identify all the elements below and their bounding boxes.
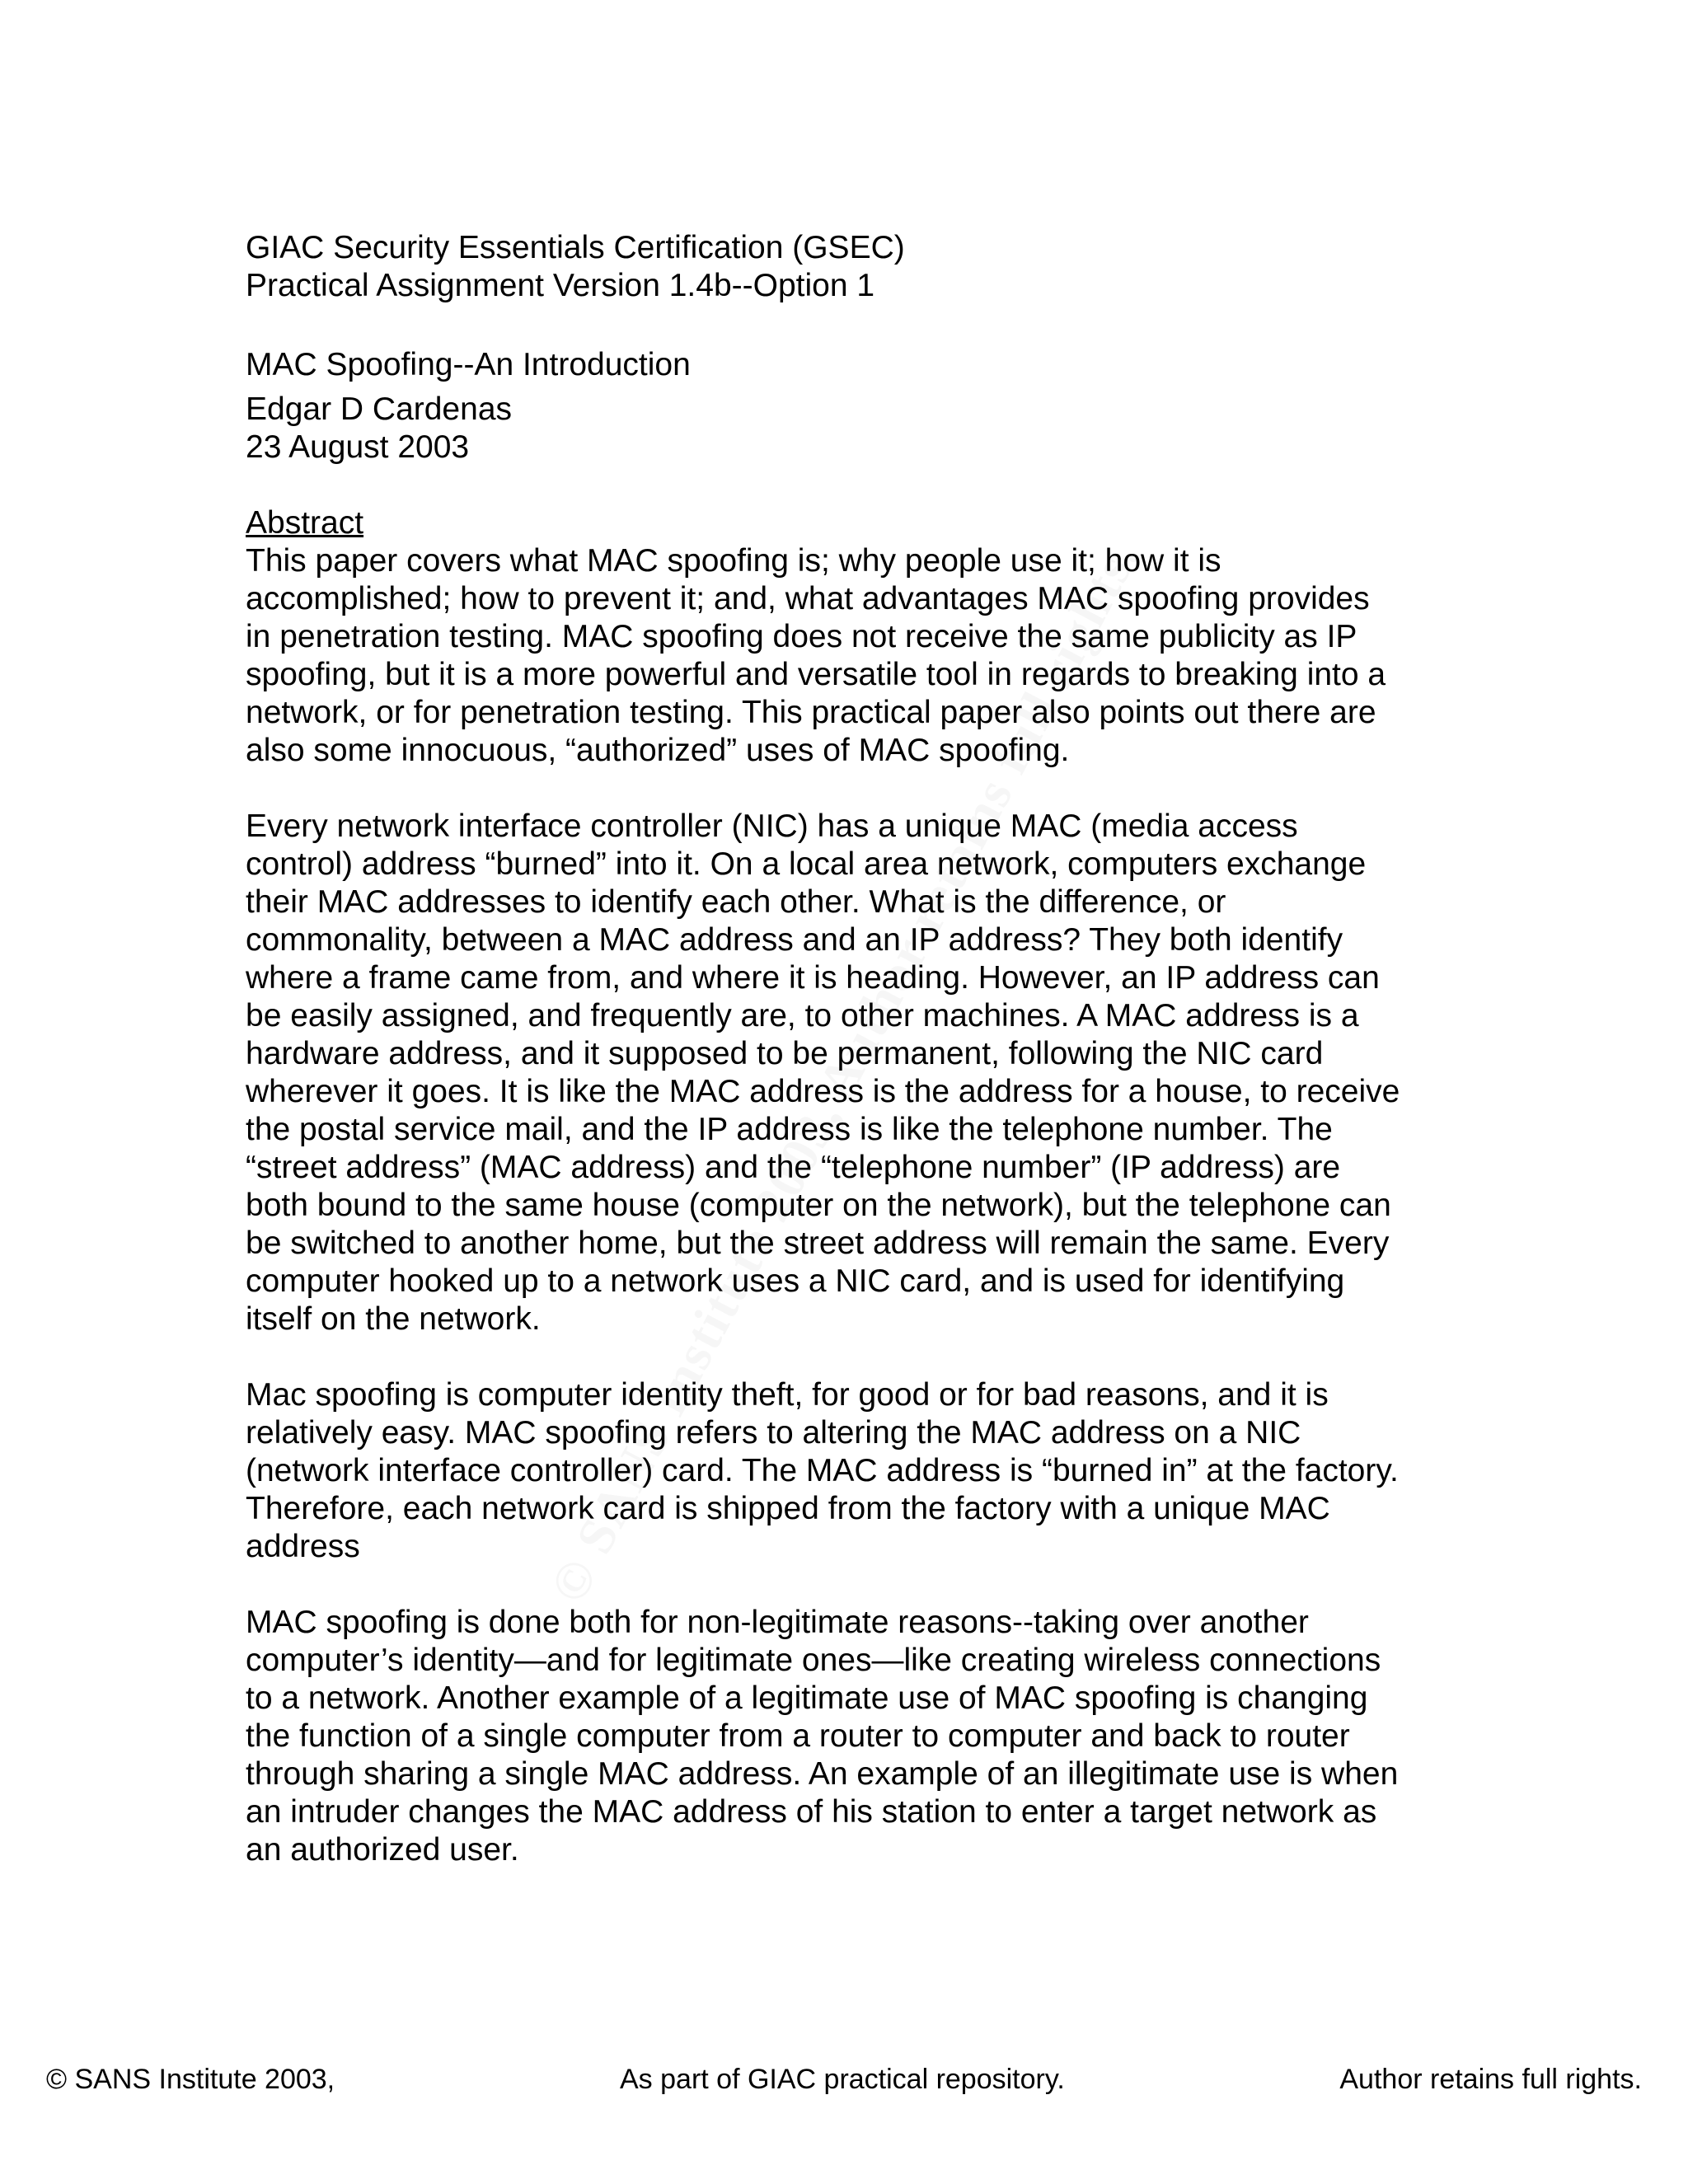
paragraph-line: computer hooked up to a network uses a NIC card, and is used for identifying — [246, 1263, 1345, 1299]
paragraph-line: be easily assigned, and frequently are, to other machines. A MAC address is a — [246, 998, 1359, 1033]
paragraph-nic-mac — [246, 808, 1449, 1338]
footer-copyright: © SANS Institute 2003, — [46, 2064, 335, 2095]
paragraph-line: itself on the network. — [246, 1301, 541, 1337]
paragraph-line: an intruder changes the MAC address of his station to enter a target network as — [246, 1794, 1377, 1830]
certification-title: GIAC Security Essentials Certification (GSEC) — [246, 230, 905, 265]
paragraph-line: the function of a single computer from a router to computer and back to router — [246, 1718, 1350, 1754]
abstract-line: also some innocuous, “authorized” uses of MAC spoofing. — [246, 733, 1070, 768]
paragraph-line: an authorized user. — [246, 1832, 519, 1868]
paragraph-line: commonality, between a MAC address and an IP address? They both identify — [246, 922, 1343, 958]
abstract-line: spoofing, but it is a more powerful and versatile tool in regards to breaking into a — [246, 657, 1386, 692]
document-body — [246, 229, 1449, 1869]
paragraph-line: hardware address, and it supposed to be permanent, following the NIC card — [246, 1036, 1324, 1071]
paragraph-line: Mac spoofing is computer identity theft, for good or for bad reasons, and it is — [246, 1377, 1329, 1413]
paragraph-line: both bound to the same house (computer on the network), but the telephone can — [246, 1188, 1391, 1223]
abstract-heading: Abstract — [246, 505, 364, 541]
paragraph-line: the postal service mail, and the IP address is like the telephone number. The — [246, 1112, 1333, 1147]
paragraph-line: Every network interface controller (NIC) has a unique MAC (media access — [246, 808, 1298, 844]
paper-date: 23 August 2003 — [246, 429, 470, 465]
paragraph-line: Therefore, each network card is shipped from the factory with a unique MAC — [246, 1491, 1330, 1526]
abstract-line: in penetration testing. MAC spoofing does not receive the same publicity as IP — [246, 619, 1357, 654]
paragraph-line: relatively easy. MAC spoofing refers to altering the MAC address on a NIC — [246, 1415, 1301, 1451]
paragraph-line: address — [246, 1529, 360, 1564]
abstract-line: network, or for penetration testing. This practical paper also points out there are — [246, 695, 1376, 730]
paragraph-legitimate-uses — [246, 1604, 1449, 1869]
paragraph-line: wherever it goes. It is like the MAC address is the address for a house, to receive — [246, 1074, 1400, 1109]
abstract-line: accomplished; how to prevent it; and, what advantages MAC spoofing provides — [246, 581, 1370, 616]
paragraph-line: where a frame came from, and where it is heading. However, an IP address can — [246, 960, 1380, 996]
abstract-section — [246, 504, 1449, 770]
assignment-version: Practical Assignment Version 1.4b--Option 1 — [246, 268, 875, 303]
footer-rights: Author retains full rights. — [1339, 2064, 1642, 2095]
abstract-line: This paper covers what MAC spoofing is; why people use it; how it is — [246, 543, 1221, 579]
paragraph-line: control) address “burned” into it. On a local area network, computers exchange — [246, 846, 1367, 882]
paragraph-line: to a network. Another example of a legitimate use of MAC spoofing is changing — [246, 1680, 1368, 1716]
paragraph-line: (network interface controller) card. The MAC address is “burned in” at the factory. — [246, 1453, 1399, 1488]
footer-repository: As part of GIAC practical repository. — [620, 2064, 1065, 2095]
page-footer — [0, 2063, 1688, 2104]
paper-title: MAC Spoofing--An Introduction — [246, 347, 691, 382]
paragraph-line: “street address” (MAC address) and the “telephone number” (IP address) are — [246, 1150, 1341, 1185]
author-name: Edgar D Cardenas — [246, 391, 513, 427]
paragraph-line: MAC spoofing is done both for non-legitimate reasons--taking over another — [246, 1605, 1309, 1640]
paragraph-line: be switched to another home, but the street address will remain the same. Every — [246, 1226, 1390, 1261]
paragraph-identity-theft — [246, 1376, 1449, 1566]
paragraph-line: through sharing a single MAC address. An example of an illegitimate use is when — [246, 1756, 1399, 1792]
paragraph-line: computer’s identity—and for legitimate ones—like creating wireless connections — [246, 1643, 1381, 1678]
paragraph-line: their MAC addresses to identify each other. What is the difference, or — [246, 884, 1226, 920]
